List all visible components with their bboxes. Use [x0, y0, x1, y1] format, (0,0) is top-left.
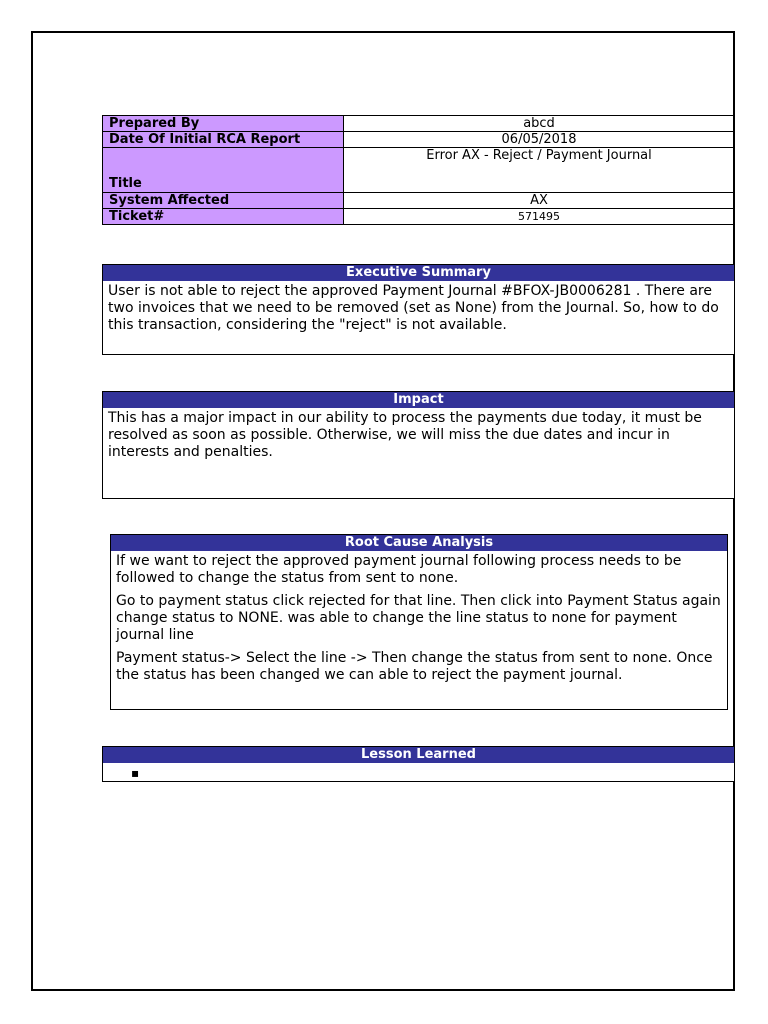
date-label: Date Of Initial RCA Report — [103, 132, 344, 148]
system-value: AX — [344, 193, 735, 209]
system-row — [103, 193, 735, 209]
lesson-learned-heading: Lesson Learned — [103, 747, 734, 763]
title-row — [103, 148, 735, 193]
ticket-row — [103, 209, 735, 225]
rca-info-table — [102, 115, 735, 225]
root-cause-paragraph: Go to payment status click rejected for that line. Then click into Payment Status again change status to NONE. was able to change the line status to none for payment journal line — [116, 593, 721, 643]
executive-summary-section — [102, 264, 735, 355]
date-row — [103, 132, 735, 148]
ticket-label: Ticket# — [103, 209, 344, 225]
executive-summary-text: User is not able to reject the approved Payment Journal #BFOX-JB0006281 . There are two invoices that we need to be removed (set as None) from the Journal. So, how to do this transaction, considering the "reject" is not available. — [108, 283, 719, 333]
lesson-learned-bullet: ▪ — [131, 766, 140, 780]
root-cause-heading: Root Cause Analysis — [111, 535, 727, 551]
prepared-by-value: abcd — [344, 116, 735, 132]
system-label: System Affected — [103, 193, 344, 209]
impact-section — [102, 391, 735, 499]
prepared-by-label: Prepared By — [103, 116, 344, 132]
root-cause-paragraph: If we want to reject the approved payment journal following process needs to be followed to change the status from sent to none. — [116, 553, 682, 586]
lesson-learned-section — [102, 746, 735, 782]
executive-summary-heading: Executive Summary — [103, 265, 734, 281]
impact-heading: Impact — [103, 392, 734, 408]
root-cause-body — [111, 551, 727, 684]
prepared-by-row — [103, 116, 735, 132]
impact-text: This has a major impact in our ability to process the payments due today, it must be resolved as soon as possible. Otherwise, we will miss the due dates and incur in interests and penalties. — [108, 410, 702, 460]
date-value: 06/05/2018 — [344, 132, 735, 148]
root-cause-section — [110, 534, 728, 710]
title-label: Title — [103, 148, 344, 193]
root-cause-paragraph: Payment status-> Select the line -> Then change the status from sent to none. Once the status has been changed we can able to reject the payment journal. — [116, 650, 713, 683]
title-value: Error AX - Reject / Payment Journal — [344, 148, 735, 193]
ticket-value: 571495 — [344, 209, 735, 225]
